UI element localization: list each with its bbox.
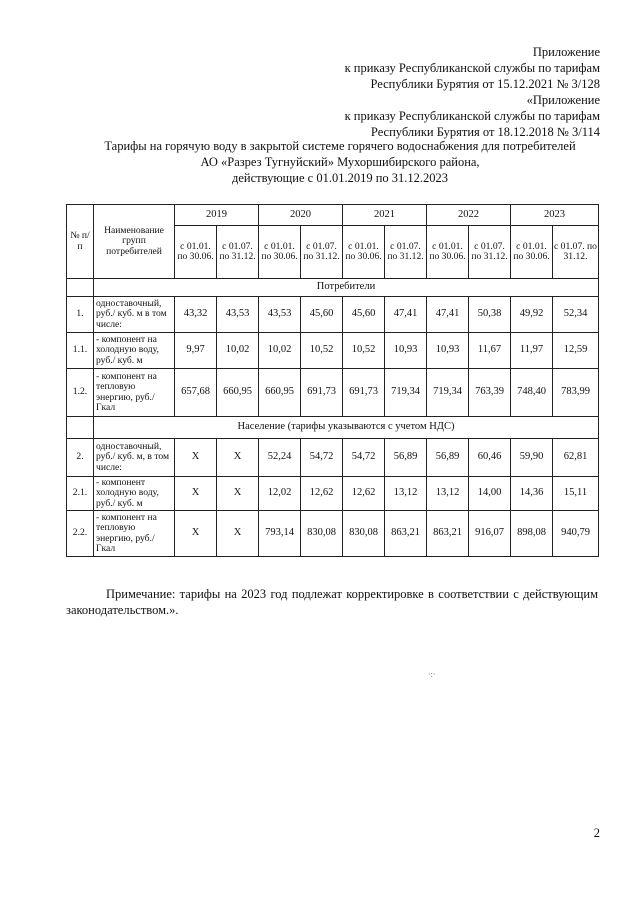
table-cell: 56,89 — [427, 439, 469, 477]
table-cell: 12,62 — [343, 477, 385, 511]
table-cell: X — [175, 477, 217, 511]
period-header: с 01.01. по 30.06. — [259, 226, 301, 279]
table-cell: 12,62 — [301, 477, 343, 511]
table-cell: 660,95 — [217, 369, 259, 417]
header-line: Приложение — [532, 45, 600, 59]
col-name-header: Наименование групп потребителей — [94, 205, 175, 279]
table-cell: 719,34 — [427, 369, 469, 417]
table-cell: 10,52 — [301, 333, 343, 369]
table-cell: 13,12 — [385, 477, 427, 511]
table-cell: 657,68 — [175, 369, 217, 417]
header-line: Республики Бурятия от 15.12.2021 № 3/128 — [370, 77, 600, 91]
period-header: с 01.07. по 31.12. — [553, 226, 599, 279]
table-cell: 660,95 — [259, 369, 301, 417]
title-line: действующие с 01.01.2019 по 31.12.2023 — [231, 171, 449, 185]
table-cell: 12,02 — [259, 477, 301, 511]
year-header: 2022 — [427, 205, 511, 226]
page-number: 2 — [593, 826, 600, 840]
title-line: Тарифы на горячую воду в закрытой системе горячего водоснабжения для потребителей — [104, 139, 576, 153]
table-cell: 691,73 — [301, 369, 343, 417]
table-cell: 52,24 — [259, 439, 301, 477]
table-cell: 15,11 — [553, 477, 599, 511]
table-cell: 14,36 — [511, 477, 553, 511]
table-cell: 59,90 — [511, 439, 553, 477]
table-cell: 916,07 — [469, 511, 511, 557]
section-spacer — [67, 417, 94, 439]
table-cell: 830,08 — [301, 511, 343, 557]
scan-speck: ·:· — [428, 670, 436, 679]
table-cell: X — [175, 439, 217, 477]
section-population: Население (тарифы указываются с учетом НДС) — [94, 417, 599, 439]
table-cell: 12,59 — [553, 333, 599, 369]
header-line: Республики Бурятия от 18.12.2018 № 3/114 — [370, 125, 600, 139]
col-number-header: № п/п — [67, 205, 94, 279]
year-header: 2023 — [511, 205, 599, 226]
table-cell: 43,53 — [217, 297, 259, 333]
table-cell: 13,12 — [427, 477, 469, 511]
tariff-table — [66, 204, 599, 557]
table-cell: 43,53 — [259, 297, 301, 333]
row-name: одноставочный, руб./ куб. м, в том числе: — [94, 439, 175, 477]
table-cell: 56,89 — [385, 439, 427, 477]
period-header: с 01.01. по 30.06. — [511, 226, 553, 279]
table-cell: 62,81 — [553, 439, 599, 477]
table-cell: 940,79 — [553, 511, 599, 557]
table-cell: 10,02 — [217, 333, 259, 369]
table-cell: 783,99 — [553, 369, 599, 417]
row-number: 2.2. — [67, 511, 94, 557]
table-cell: 50,38 — [469, 297, 511, 333]
row-number: 1.2. — [67, 369, 94, 417]
table-cell: 691,73 — [343, 369, 385, 417]
row-number: 2. — [67, 439, 94, 477]
header-line: к приказу Республиканской службы по тарифам — [344, 61, 600, 75]
appendix-header — [345, 44, 600, 140]
document-title — [60, 138, 620, 186]
table-cell: 60,46 — [469, 439, 511, 477]
table-cell: 10,02 — [259, 333, 301, 369]
table-cell: 863,21 — [385, 511, 427, 557]
table-cell: 11,97 — [511, 333, 553, 369]
table-cell: 748,40 — [511, 369, 553, 417]
header-line: к приказу Республиканской службы по тарифам — [344, 109, 600, 123]
table-cell: X — [175, 511, 217, 557]
section-consumers: Потребители — [94, 279, 599, 297]
table-cell: 47,41 — [427, 297, 469, 333]
table-row — [67, 297, 599, 333]
period-header: с 01.01. по 30.06. — [427, 226, 469, 279]
row-name: - компонент на холодную воду, руб./ куб. м — [94, 333, 175, 369]
header-line: «Приложение — [526, 93, 600, 107]
row-name: - компонент холодную воду, руб./ куб. м — [94, 477, 175, 511]
table-cell: X — [217, 439, 259, 477]
table-row — [67, 477, 599, 511]
table-cell: 14,00 — [469, 477, 511, 511]
table-row — [67, 369, 599, 417]
title-line: АО «Разрез Тугнуйский» Мухоршибирского района, — [200, 155, 480, 169]
table-cell: 719,34 — [385, 369, 427, 417]
table-cell: 10,93 — [385, 333, 427, 369]
table-cell: 763,39 — [469, 369, 511, 417]
row-number: 1.1. — [67, 333, 94, 369]
table-cell: 49,92 — [511, 297, 553, 333]
section-spacer — [67, 279, 94, 297]
table-cell: 898,08 — [511, 511, 553, 557]
table-cell: 10,93 — [427, 333, 469, 369]
table-cell: 43,32 — [175, 297, 217, 333]
row-name: одноставочный, руб./ куб. м в том числе: — [94, 297, 175, 333]
table-cell: 47,41 — [385, 297, 427, 333]
period-header: с 01.01. по 30.06. — [175, 226, 217, 279]
table-cell: 52,34 — [553, 297, 599, 333]
note-paragraph: Примечание: тарифы на 2023 год подлежат корректировке в соответствии с действующим законодательством.». — [66, 587, 598, 617]
period-header: с 01.01. по 30.06. — [343, 226, 385, 279]
row-number: 1. — [67, 297, 94, 333]
table-row — [67, 439, 599, 477]
period-header: с 01.07. по 31.12. — [301, 226, 343, 279]
period-header: с 01.07. по 31.12. — [217, 226, 259, 279]
row-name: - компонент на тепловую энергию, руб./Гкал — [94, 511, 175, 557]
table-cell: 54,72 — [343, 439, 385, 477]
table-cell: 54,72 — [301, 439, 343, 477]
period-header: с 01.07. по 31.12. — [469, 226, 511, 279]
table-cell: 830,08 — [343, 511, 385, 557]
table-cell: 45,60 — [343, 297, 385, 333]
table-cell: 863,21 — [427, 511, 469, 557]
year-header: 2019 — [175, 205, 259, 226]
row-name: - компонент на тепловую энергию, руб./Гкал — [94, 369, 175, 417]
table-cell: 9,97 — [175, 333, 217, 369]
table-cell: 45,60 — [301, 297, 343, 333]
row-number: 2.1. — [67, 477, 94, 511]
table-row — [67, 333, 599, 369]
table-cell: X — [217, 511, 259, 557]
table-cell: 11,67 — [469, 333, 511, 369]
period-header: с 01.07. по 31.12. — [385, 226, 427, 279]
table-cell: X — [217, 477, 259, 511]
year-header: 2020 — [259, 205, 343, 226]
table-cell: 793,14 — [259, 511, 301, 557]
year-header: 2021 — [343, 205, 427, 226]
table-row — [67, 511, 599, 557]
table-cell: 10,52 — [343, 333, 385, 369]
